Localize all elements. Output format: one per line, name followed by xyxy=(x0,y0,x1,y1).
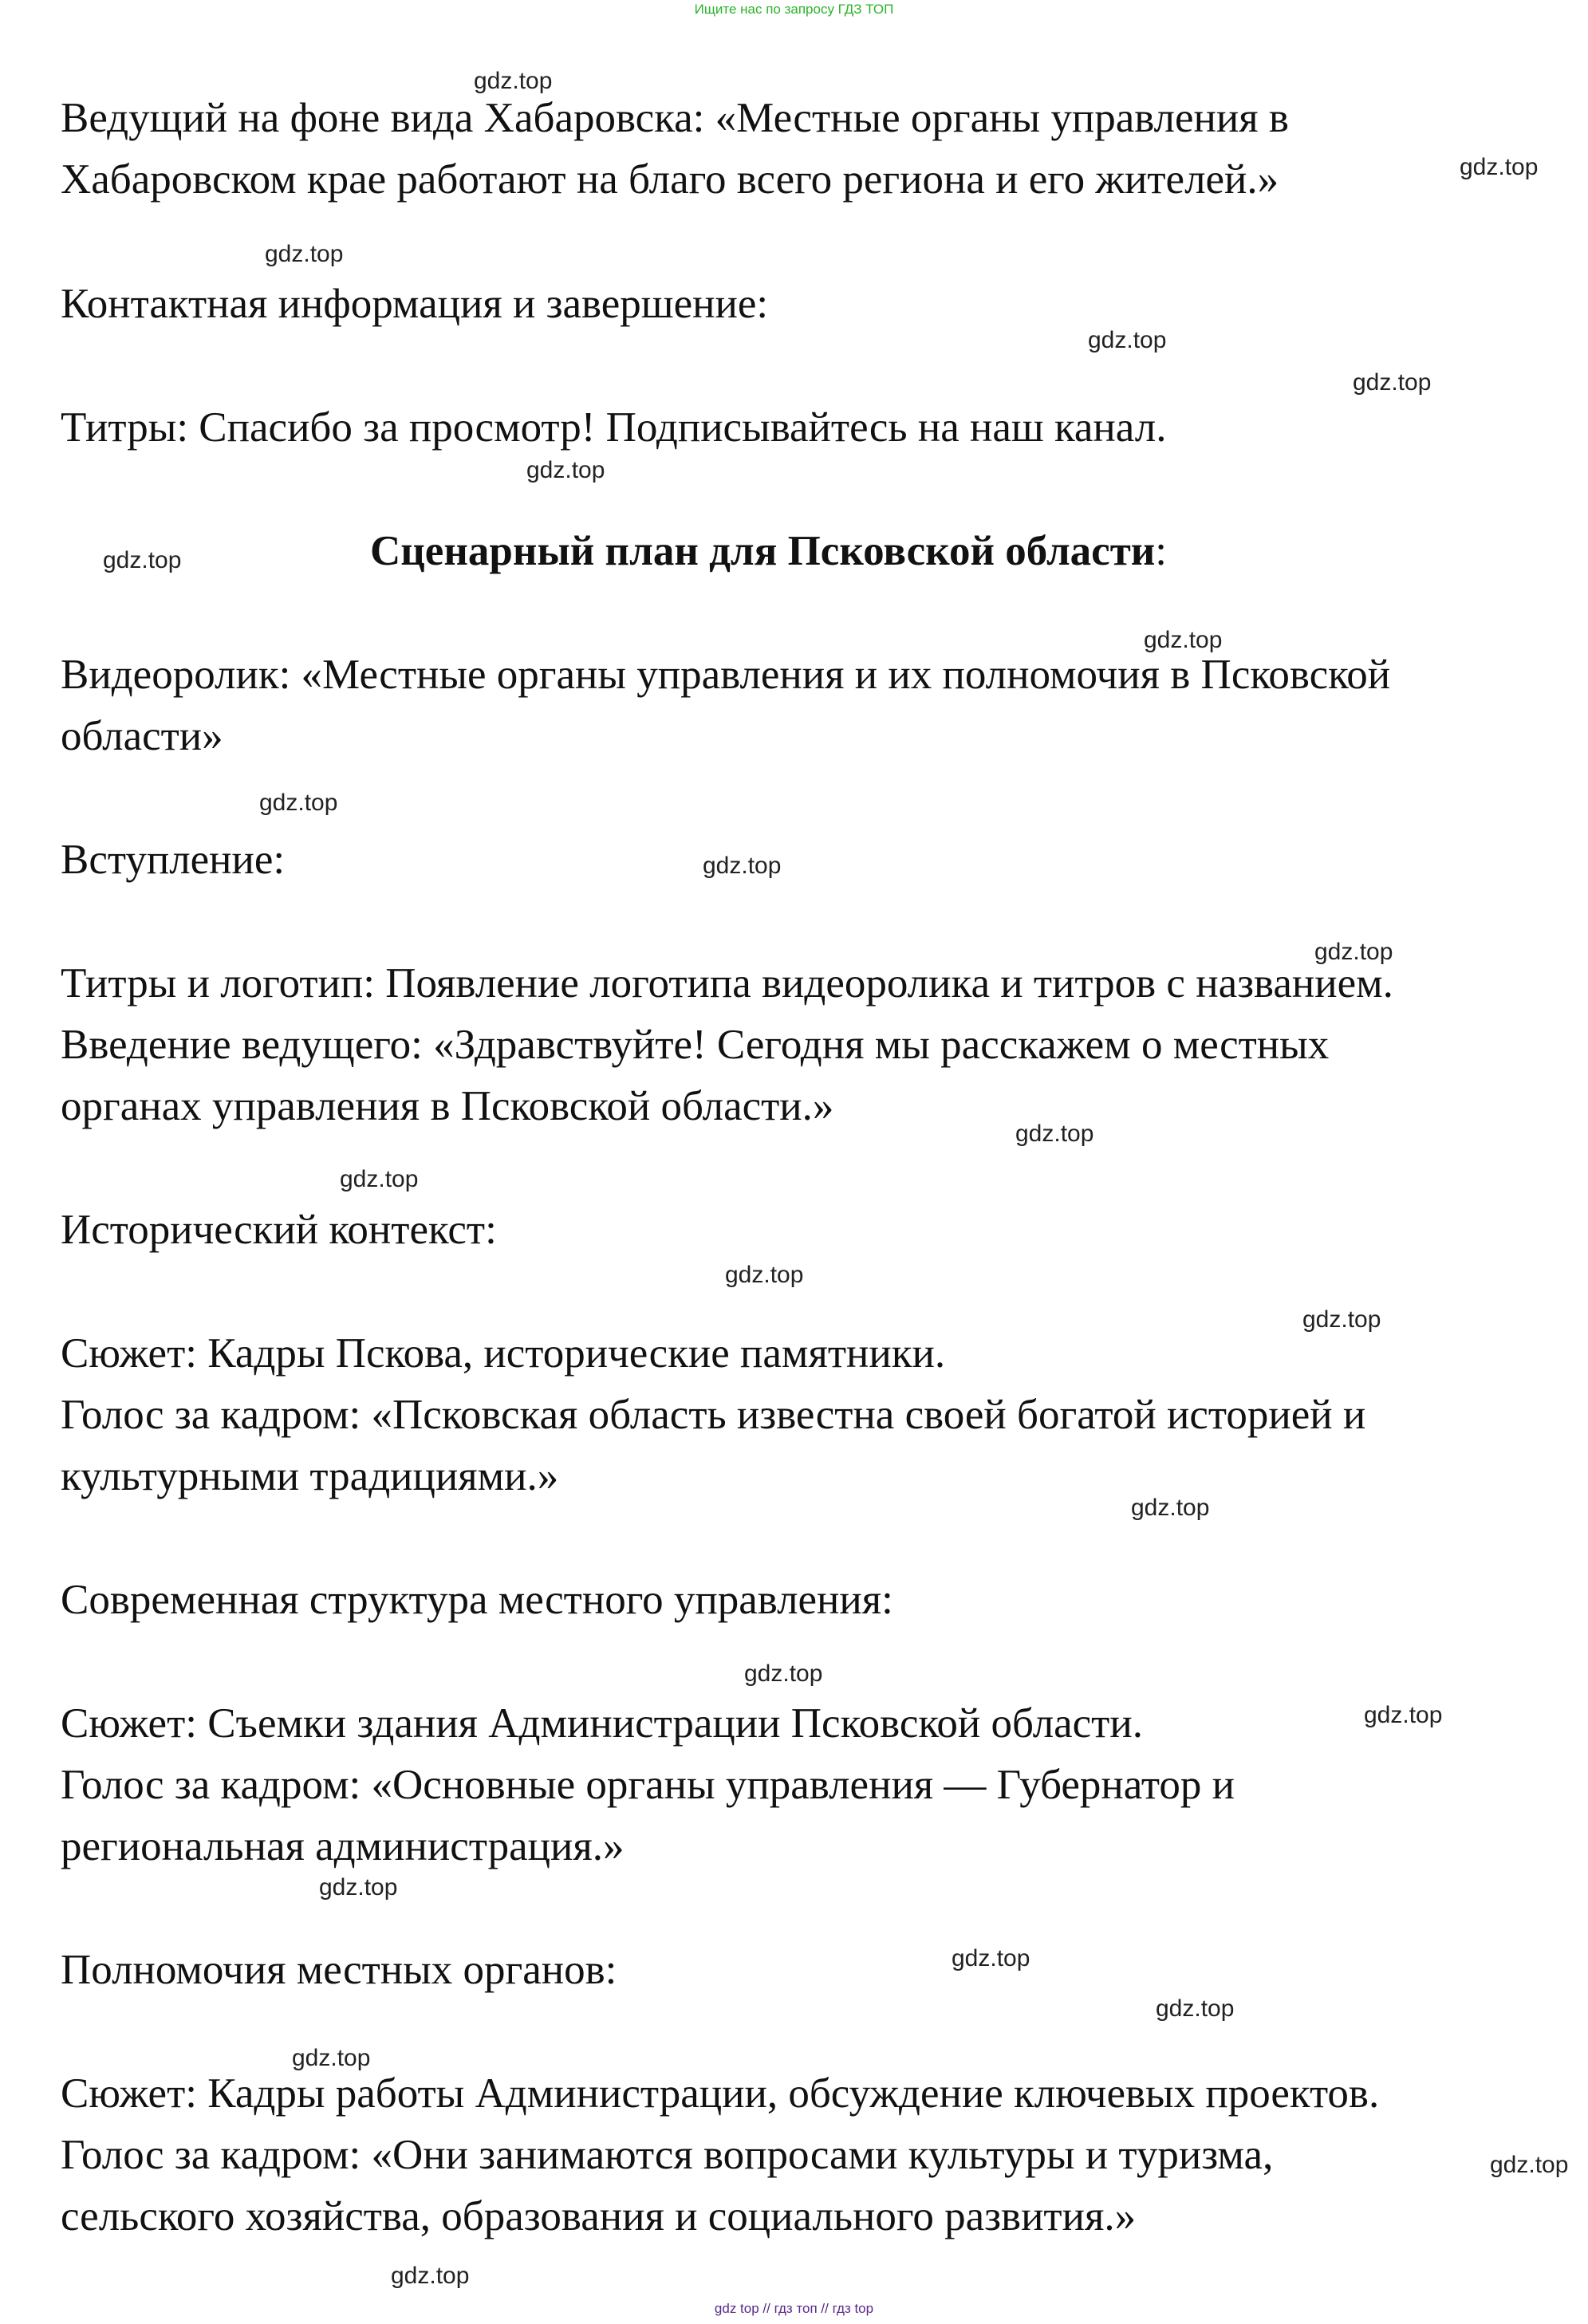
watermark: gdz.top xyxy=(474,68,553,94)
section-label-history: Исторический контекст: xyxy=(61,1207,497,1253)
paragraph-line: Ведущий на фоне вида Хабаровска: «Местные органы управления в xyxy=(61,95,1289,141)
watermark: gdz.top xyxy=(1144,627,1223,653)
watermark: gdz.top xyxy=(1490,2152,1569,2178)
watermark: gdz.top xyxy=(1353,369,1432,396)
paragraph-line: органах управления в Псковской области.» xyxy=(61,1083,834,1129)
paragraph-line: Хабаровском крае работают на благо всего региона и его жителей.» xyxy=(61,156,1279,203)
watermark: gdz.top xyxy=(319,1874,398,1901)
paragraph-line: Сюжет: Съемки здания Администрации Псковской области. xyxy=(61,1700,1143,1747)
watermark: gdz.top xyxy=(1088,327,1167,353)
watermark: gdz.top xyxy=(1156,1995,1235,2022)
watermark: gdz.top xyxy=(103,547,182,573)
paragraph-line: Введение ведущего: «Здравствуйте! Сегодня мы расскажем о местных xyxy=(61,1022,1330,1068)
paragraph-line: Титры и логотип: Появление логотипа видеоролика и титров с названием. xyxy=(61,960,1393,1006)
paragraph-line: области» xyxy=(61,713,223,759)
paragraph-line: Титры: Спасибо за просмотр! Подписывайтесь на наш канал. xyxy=(61,404,1167,451)
watermark: gdz.top xyxy=(391,2263,470,2289)
watermark: gdz.top xyxy=(1460,154,1539,180)
watermark: gdz.top xyxy=(526,457,605,483)
section-label-powers: Полномочия местных органов: xyxy=(61,1947,617,1993)
watermark: gdz.top xyxy=(1364,1702,1443,1728)
watermark: gdz.top xyxy=(1131,1495,1210,1521)
paragraph-line: сельского хозяйства, образования и социального развития.» xyxy=(61,2193,1137,2239)
section-label-structure: Современная структура местного управления: xyxy=(61,1577,893,1623)
paragraph-line: Голос за кадром: «Псковская область известна своей богатой историей и xyxy=(61,1392,1366,1438)
watermark: gdz.top xyxy=(703,853,782,879)
section-label-intro: Вступление: xyxy=(61,837,286,883)
watermark: gdz.top xyxy=(1302,1306,1381,1333)
watermark: gdz.top xyxy=(725,1262,804,1288)
section-heading xyxy=(370,527,1167,575)
heading-text: Сценарный план для Псковской области xyxy=(370,528,1156,574)
section-label-contact: Контактная информация и завершение: xyxy=(61,281,769,327)
paragraph-line: региональная администрация.» xyxy=(61,1823,625,1869)
watermark: gdz.top xyxy=(292,2045,371,2071)
heading-colon: : xyxy=(1155,528,1168,574)
watermark: gdz.top xyxy=(952,1945,1030,1971)
watermark: gdz.top xyxy=(744,1660,823,1687)
paragraph-line: Голос за кадром: «Основные органы управления — Губернатор и xyxy=(61,1762,1235,1808)
paragraph-line: культурными традициями.» xyxy=(61,1453,559,1499)
bottom-banner: gdz top // гдз топ // гдз top xyxy=(714,2301,874,2316)
paragraph-line: Голос за кадром: «Они занимаются вопросами культуры и туризма, xyxy=(61,2132,1274,2178)
watermark: gdz.top xyxy=(1015,1121,1094,1147)
paragraph-line: Сюжет: Кадры Пскова, исторические памятники. xyxy=(61,1330,946,1377)
top-banner: Ищите нас по запросу ГДЗ ТОП xyxy=(694,2,894,17)
watermark: gdz.top xyxy=(1314,939,1393,965)
watermark: gdz.top xyxy=(265,241,344,267)
watermark: gdz.top xyxy=(259,790,338,816)
paragraph-line: Сюжет: Кадры работы Администрации, обсуждение ключевых проектов. xyxy=(61,2070,1380,2117)
paragraph-line: Видеоролик: «Местные органы управления и их полномочия в Псковской xyxy=(61,652,1391,698)
watermark: gdz.top xyxy=(340,1166,419,1192)
